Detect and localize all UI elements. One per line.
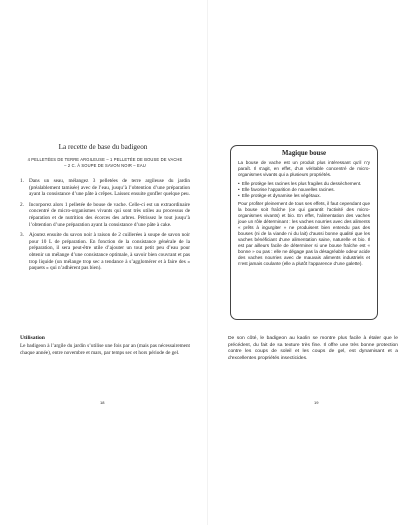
bullet-text: Elle protège les racines les plus fragiles du dessèchement. <box>241 180 362 186</box>
ingredients-line: 4 PELLETÉES DE TERRE ARGILEUSE – 1 PELLETÉE DE BOUSE DE VACHE – 2 C. À SOUPE DE SAVON NOIR – EAU <box>27 157 183 168</box>
bullet-icon: • <box>238 186 240 192</box>
bullet-icon: • <box>238 192 240 198</box>
box-body: Pour profiter pleinement de tous ses effets, il faut cependant que la bouse soit fraîche (ce qui garantit l’activité des micro-organismes vivants) et bio. En effet, l’alimentation des vaches joue un rôle déterminant : les vaches nourries avec des aliments « prêts à ingurgiter » ne produisent bien entendu pas des bouses (ni de la viande ni du lait) d’aussi bonne qualité que les vaches bénéficiant d’une alimentation saine, naturelle et bio. Il est par ailleurs facile de déterminer si une bouse fraîche est « bonne » ou pas : elle ne dégage pas la désagréable odeur acide des vaches nourries avec de mauvais aliments industriels et n’est jamais coulante (elle a plutôt l’apparence d’une galette). <box>238 201 370 266</box>
recipe-step <box>20 178 190 198</box>
step-number: 3. <box>20 231 24 238</box>
recipe-steps <box>20 178 190 276</box>
bullet-icon: • <box>238 180 240 186</box>
body-paragraph: De son côté, le badigeon au kaolin se montre plus facile à étaler que le précédent, du fait de sa texture très fine. Il offre une très bonne protection contre les coups de soleil et les coups de gel, est dynamisant et a d’excellentes propriétés insecticides. <box>228 336 398 361</box>
box-bullets <box>238 181 370 199</box>
page-number: 19 <box>314 400 319 405</box>
recipe-title: La recette de base du badigeon <box>58 143 148 151</box>
sidebar-box <box>230 145 378 320</box>
right-page <box>208 0 416 525</box>
step-number: 1. <box>20 178 24 184</box>
bullet-text: Elle protège et dynamise les végétaux. <box>241 192 321 198</box>
step-text: Ajoutez ensuite du savon noir à raison de 2 cuillerées à soupe de savon noir pour 10 L de préparation. En fonction de la consistance générale de la préparation, il sera peut-être utile d’ajouter un tout petit peu d’eau pour obtenir un mélange d’une consistance optimale, à savoir bien couvrant et pas trop liquide (un mélange trop sec a tendance à s’agglomérer et à faire des « paquets » qui n’adhèrent pas bien). <box>29 231 190 272</box>
usage-heading: Utilisation <box>20 335 45 341</box>
box-title: Magique bouse <box>282 150 326 157</box>
step-text: Dans un seau, mélangez 3 pelletées de terre argileuse du jardin (préalablement tamisée) avec de l’eau, jusqu’à l’obtention d’une préparation ayant la consistance d’une pâte à crêpes. Laissez ensuite gonfler quelque peu. <box>29 178 190 198</box>
box-intro: La bouse de vache est un produit plus intéressant qu’il n’y paraît. Il s’agit, en effet, d’un véritable concentré de micro-organismes vivants qui a plusieurs propriétés. <box>238 160 370 177</box>
step-number: 2. <box>20 201 24 208</box>
page-number: 18 <box>100 400 105 405</box>
bullet-item <box>238 193 370 199</box>
usage-paragraph: Le badigeon à l’argile du jardin s’utilise une fois par an (mais pas nécessairement chaque année), entre novembre et mars, par temps sec et hors période de gel. <box>20 343 190 356</box>
bullet-text: Elle favorise l’apparition de nouvelles racines. <box>241 186 335 192</box>
recipe-step <box>20 232 190 272</box>
recipe-step <box>20 202 190 229</box>
step-text: Incorporez alors 1 pelletée de bouse de vache. Celle-ci est un extraordinaire concentré de micro-organismes vivants qui sont très utiles au processus de réparation et de nutrition des écorces des arbres. Pétrissez le tout jusqu’à l’obtention d’une préparation ayant la consistance d’une pâte à cake. <box>29 201 190 228</box>
